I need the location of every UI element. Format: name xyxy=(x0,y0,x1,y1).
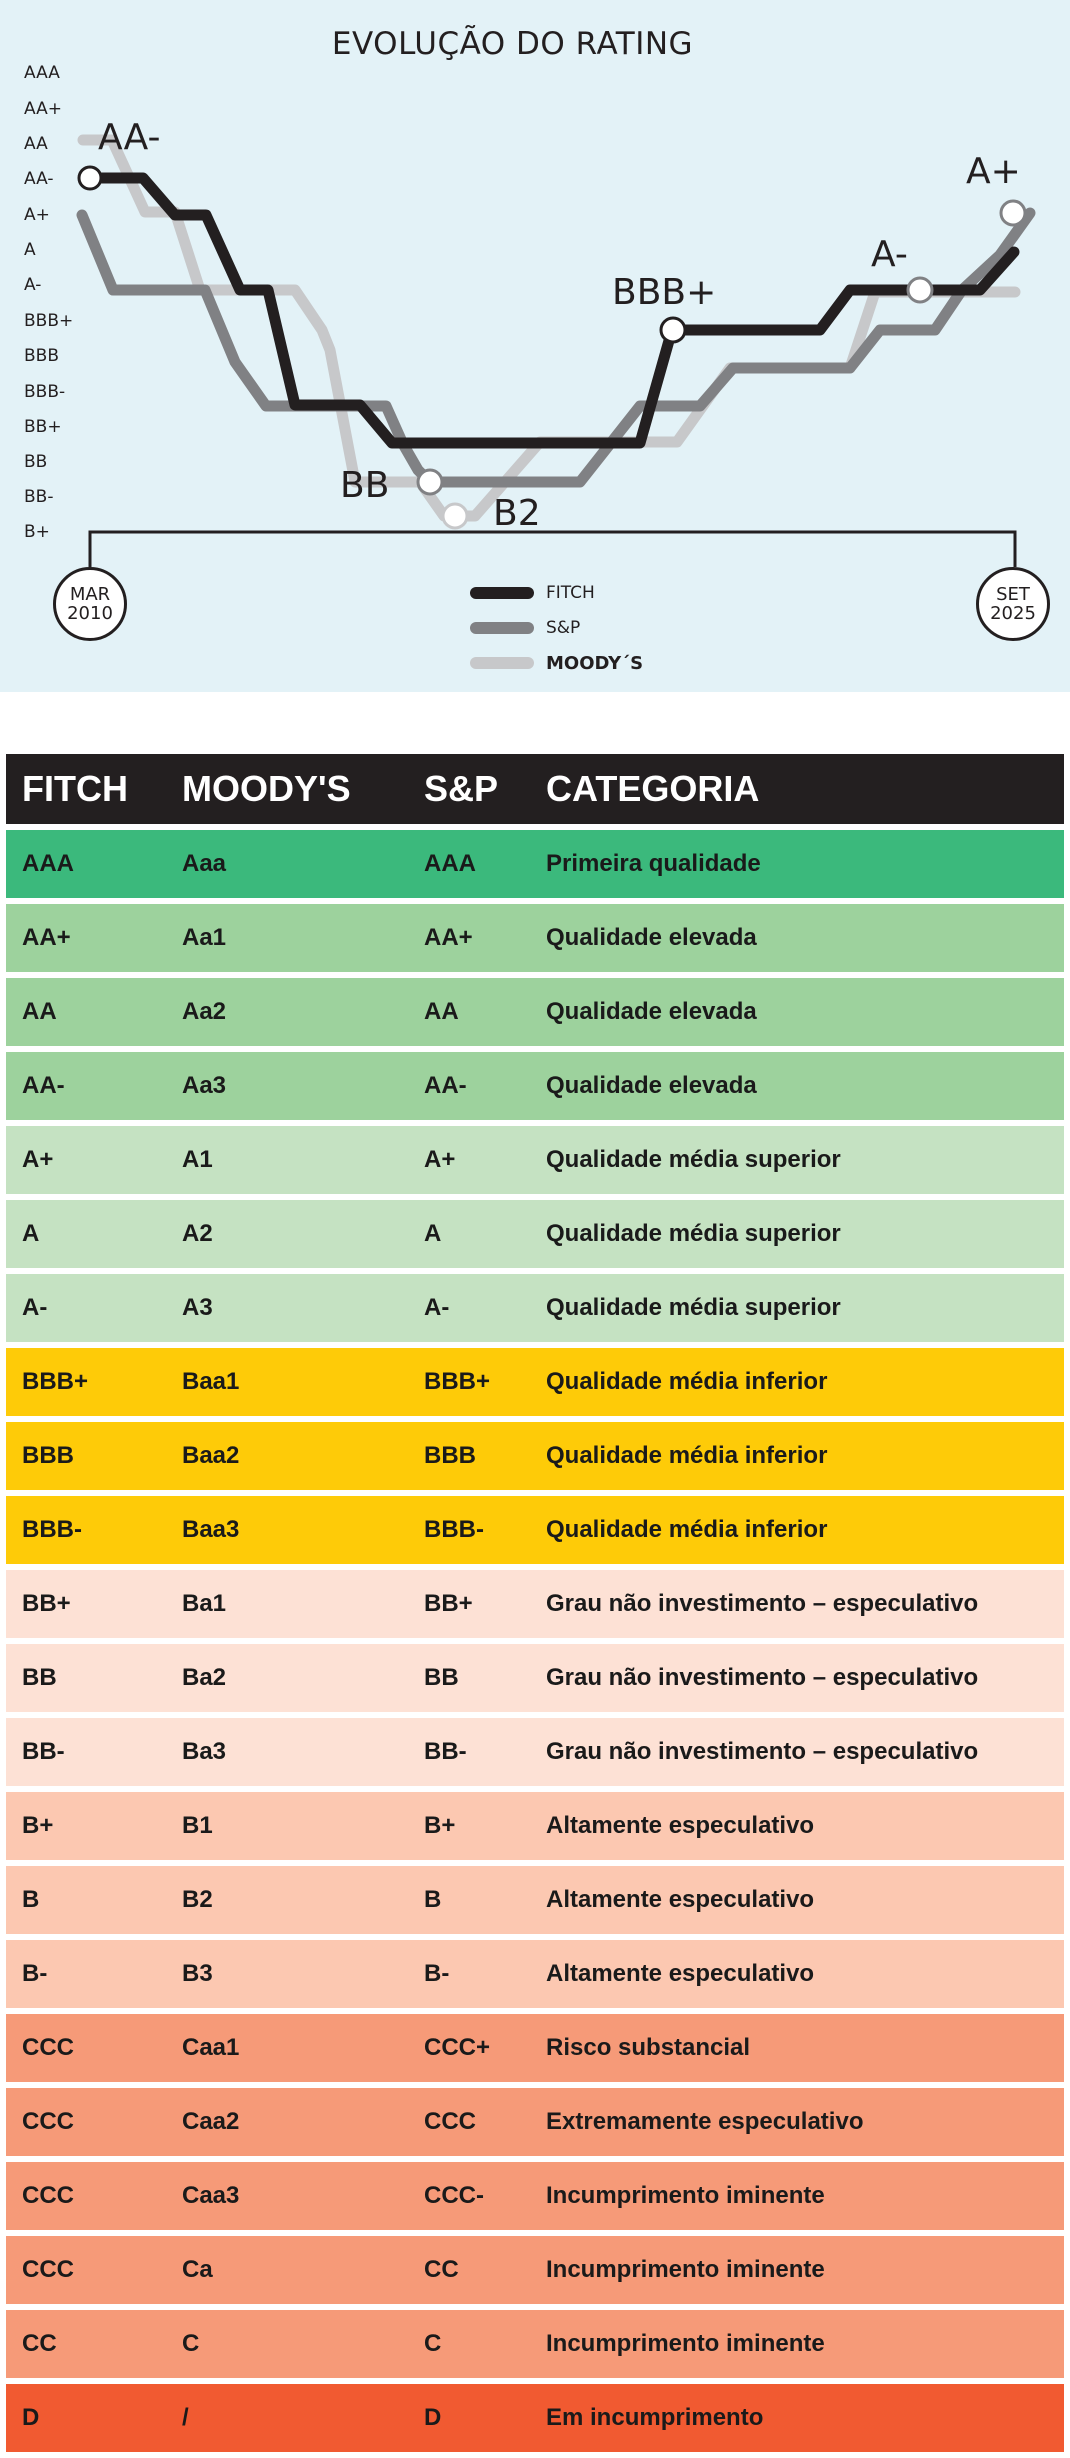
cell-moodys: / xyxy=(182,2404,189,2431)
end-date-year: 2025 xyxy=(990,603,1036,624)
annotation-bb: BB xyxy=(340,465,390,506)
annotation-a-plus: A+ xyxy=(966,151,1021,192)
table-header xyxy=(6,754,1064,824)
y-axis-label: AAA xyxy=(24,63,60,83)
cell-sp: AAA xyxy=(424,850,476,877)
cell-moodys: Ca xyxy=(182,2256,213,2283)
y-axis-label: A xyxy=(24,240,36,260)
cell-fitch: AA+ xyxy=(22,924,71,951)
table-row xyxy=(6,1052,1064,1120)
cell-sp: CCC+ xyxy=(424,2034,491,2061)
y-axis-label: BB- xyxy=(24,487,54,507)
cell-sp: CC xyxy=(424,2256,459,2283)
y-axis-label: BB xyxy=(24,452,48,472)
cell-moodys: Baa3 xyxy=(182,1516,240,1543)
cell-fitch: A- xyxy=(22,1294,48,1321)
cell-sp: B+ xyxy=(424,1812,456,1839)
cell-fitch: BB+ xyxy=(22,1590,71,1617)
annotation-bbb-plus: BBB+ xyxy=(612,272,717,313)
cell-fitch: BB xyxy=(22,1664,57,1691)
cell-sp: B- xyxy=(424,1960,450,1987)
cell-fitch: B+ xyxy=(22,1812,54,1839)
table-row xyxy=(6,2310,1064,2378)
y-axis-label: A- xyxy=(24,275,42,295)
legend-label: MOODY´S xyxy=(546,652,644,674)
table-row xyxy=(6,1348,1064,1416)
rating-equivalence-table xyxy=(6,754,1064,2458)
table-row xyxy=(6,1496,1064,1564)
marker-sp-low xyxy=(418,470,442,494)
table-row xyxy=(6,978,1064,1046)
cell-moodys: B1 xyxy=(182,1812,213,1839)
cell-sp: AA- xyxy=(424,1072,467,1099)
cell-moodys: A3 xyxy=(182,1294,213,1321)
start-date-year: 2010 xyxy=(67,603,113,624)
cell-sp: BBB xyxy=(424,1442,476,1469)
table-row xyxy=(6,2162,1064,2230)
cell-categoria: Grau não investimento – especulativo xyxy=(546,1590,979,1617)
cell-categoria: Incumprimento iminente xyxy=(546,2182,825,2209)
cell-moodys: Ba2 xyxy=(182,1664,227,1691)
chart-title: EVOLUÇÃO DO RATING xyxy=(331,26,694,62)
legend-item-moodys xyxy=(470,653,643,673)
cell-categoria: Extremamente especulativo xyxy=(546,2108,864,2135)
cell-categoria: Qualidade média inferior xyxy=(546,1442,828,1469)
table-row xyxy=(6,2384,1064,2452)
cell-moodys: Caa1 xyxy=(182,2034,240,2061)
cell-categoria: Qualidade elevada xyxy=(546,998,757,1025)
cell-categoria: Risco substancial xyxy=(546,2034,751,2061)
legend-item-fitch xyxy=(470,583,595,603)
header-categoria: CATEGORIA xyxy=(546,768,760,809)
table-row xyxy=(6,2236,1064,2304)
cell-fitch: A+ xyxy=(22,1146,54,1173)
cell-sp: CCC- xyxy=(424,2182,484,2209)
legend-label: FITCH xyxy=(546,583,595,603)
cell-sp: A xyxy=(424,1220,442,1247)
cell-moodys: Ba3 xyxy=(182,1738,227,1765)
cell-fitch: CCC xyxy=(22,2034,74,2061)
legend-swatch-sp xyxy=(470,622,534,634)
cell-categoria: Qualidade média superior xyxy=(546,1220,841,1247)
header-sp: S&P xyxy=(424,768,499,809)
cell-categoria: Qualidade média superior xyxy=(546,1294,841,1321)
header-moodys: MOODY'S xyxy=(182,768,351,809)
marker-sp-aminus xyxy=(908,278,932,302)
cell-fitch: CCC xyxy=(22,2108,74,2135)
cell-sp: D xyxy=(424,2404,442,2431)
y-axis-label: A+ xyxy=(24,205,50,225)
cell-moodys: Aa3 xyxy=(182,1072,227,1099)
table-row xyxy=(6,1126,1064,1194)
cell-sp: A+ xyxy=(424,1146,456,1173)
table-row xyxy=(6,830,1064,898)
cell-moodys: Aa1 xyxy=(182,924,227,951)
table-row xyxy=(6,2014,1064,2082)
marker-fitch-bbbplus xyxy=(661,318,685,342)
cell-categoria: Altamente especulativo xyxy=(546,1960,815,1987)
annotation-a-minus: A- xyxy=(871,234,908,275)
cell-sp: BB xyxy=(424,1664,459,1691)
cell-moodys: Caa3 xyxy=(182,2182,240,2209)
annotation-b2: B2 xyxy=(493,493,541,534)
fitch-line xyxy=(90,178,1014,443)
y-axis-label: BBB xyxy=(24,346,59,366)
marker-moodys-low xyxy=(443,504,467,528)
cell-moodys: C xyxy=(182,2330,200,2357)
cell-sp: AA+ xyxy=(424,924,473,951)
table-row xyxy=(6,1792,1064,1860)
cell-moodys: A2 xyxy=(182,1220,213,1247)
cell-sp: C xyxy=(424,2330,442,2357)
cell-moodys: B2 xyxy=(182,1886,213,1913)
cell-categoria: Em incumprimento xyxy=(546,2404,764,2431)
cell-fitch: A xyxy=(22,1220,40,1247)
cell-fitch: CCC xyxy=(22,2256,74,2283)
cell-categoria: Grau não investimento – especulativo xyxy=(546,1738,979,1765)
cell-fitch: B- xyxy=(22,1960,48,1987)
start-date-month: MAR xyxy=(69,584,111,605)
cell-categoria: Qualidade elevada xyxy=(546,924,757,951)
cell-fitch: BBB xyxy=(22,1442,74,1469)
table-body xyxy=(6,830,1064,2452)
cell-fitch: CCC xyxy=(22,2182,74,2209)
cell-fitch: D xyxy=(22,2404,40,2431)
cell-fitch: BBB- xyxy=(22,1516,82,1543)
marker-sp-aplus xyxy=(1001,201,1025,225)
cell-categoria: Grau não investimento – especulativo xyxy=(546,1664,979,1691)
y-axis-label: B+ xyxy=(24,522,50,542)
end-date-month: SET xyxy=(996,584,1030,605)
end-date-badge xyxy=(976,567,1050,641)
cell-categoria: Qualidade elevada xyxy=(546,1072,757,1099)
cell-moodys: Caa2 xyxy=(182,2108,240,2135)
cell-fitch: AAA xyxy=(22,850,74,877)
cell-fitch: CC xyxy=(22,2330,57,2357)
table-row xyxy=(6,1570,1064,1638)
table-row xyxy=(6,1200,1064,1268)
cell-fitch: BBB+ xyxy=(22,1368,89,1395)
table-row xyxy=(6,1718,1064,1786)
table-row xyxy=(6,904,1064,972)
table-row xyxy=(6,1644,1064,1712)
cell-fitch: B xyxy=(22,1886,40,1913)
cell-sp: A- xyxy=(424,1294,450,1321)
cell-sp: BB+ xyxy=(424,1590,473,1617)
cell-fitch: AA xyxy=(22,998,57,1025)
legend-label: S&P xyxy=(546,618,581,638)
cell-categoria: Altamente especulativo xyxy=(546,1886,815,1913)
cell-sp: CCC xyxy=(424,2108,476,2135)
cell-sp: AA xyxy=(424,998,459,1025)
cell-sp: BBB- xyxy=(424,1516,484,1543)
cell-categoria: Qualidade média inferior xyxy=(546,1368,828,1395)
table-row xyxy=(6,1422,1064,1490)
cell-categoria: Primeira qualidade xyxy=(546,850,761,877)
cell-categoria: Altamente especulativo xyxy=(546,1812,815,1839)
y-axis-label: BB+ xyxy=(24,417,62,437)
cell-fitch: BB- xyxy=(22,1738,65,1765)
cell-fitch: AA- xyxy=(22,1072,65,1099)
header-fitch: FITCH xyxy=(22,768,128,809)
legend-swatch-moodys xyxy=(470,657,534,669)
cell-sp: B xyxy=(424,1886,442,1913)
rating-chart-panel xyxy=(0,0,1070,692)
cell-categoria: Incumprimento iminente xyxy=(546,2256,825,2283)
cell-sp: BB- xyxy=(424,1738,467,1765)
cell-categoria: Incumprimento iminente xyxy=(546,2330,825,2357)
cell-categoria: Qualidade média superior xyxy=(546,1146,841,1173)
cell-moodys: Aa2 xyxy=(182,998,227,1025)
legend-swatch-fitch xyxy=(470,587,534,599)
y-axis-label: AA+ xyxy=(24,99,62,119)
cell-categoria: Qualidade média inferior xyxy=(546,1516,828,1543)
cell-moodys: Aaa xyxy=(182,850,227,877)
table-row xyxy=(6,1274,1064,1342)
y-axis-label: AA- xyxy=(24,169,54,189)
table-row xyxy=(6,1866,1064,1934)
y-axis-label: BBB+ xyxy=(24,311,74,331)
legend-item-sp xyxy=(470,618,580,638)
y-axis-label: BBB- xyxy=(24,382,66,402)
cell-moodys: Baa2 xyxy=(182,1442,240,1469)
cell-moodys: B3 xyxy=(182,1960,213,1987)
marker-fitch-start xyxy=(79,167,101,189)
cell-sp: BBB+ xyxy=(424,1368,491,1395)
table-row xyxy=(6,2088,1064,2156)
cell-moodys: A1 xyxy=(182,1146,213,1173)
table-row xyxy=(6,1940,1064,2008)
y-axis-label: AA xyxy=(24,134,48,154)
annotation-aa-minus: AA- xyxy=(98,117,161,158)
cell-moodys: Ba1 xyxy=(182,1590,227,1617)
start-date-badge xyxy=(53,567,127,641)
cell-moodys: Baa1 xyxy=(182,1368,240,1395)
timeline-axis xyxy=(90,532,1015,567)
